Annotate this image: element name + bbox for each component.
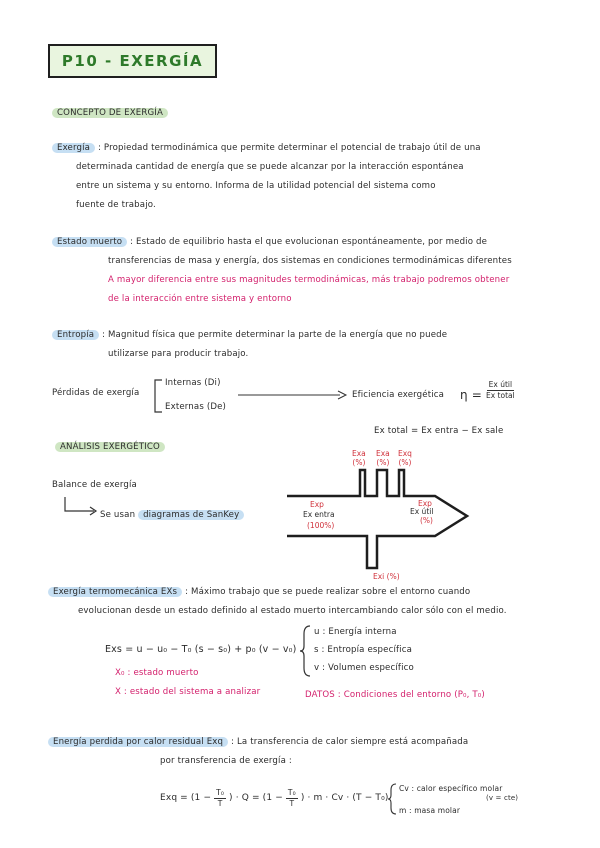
entropia-definition: Entropía : Magnitud física que permite determinar la parte de la energía que no puede utilizarse para producir trabajo. xyxy=(52,326,552,364)
sankey-util-label: Ex útil xyxy=(410,507,434,516)
eta-fraction: $\frac{\text{Ex útil}}{\text{Ex total}}$ xyxy=(486,380,515,400)
arrow-eficiencia xyxy=(238,390,348,400)
entropia-term: Entropía xyxy=(52,330,99,340)
datos-note: DATOS : Condiciones del entorno (P₀, T₀) xyxy=(305,690,485,700)
s-def: s : Entropía específica xyxy=(314,645,412,655)
sankey-top2: Exa (%) xyxy=(376,449,390,467)
sankey-bottom: Exi (%) xyxy=(373,572,400,581)
arrow-usan xyxy=(62,497,102,519)
brace-uvs xyxy=(298,624,312,678)
sankey-term: diagramas de SanKey xyxy=(138,510,244,520)
v-def: v : Volumen específico xyxy=(314,663,414,673)
sankey-in-pct: (100%) xyxy=(307,521,335,530)
sankey-exp-left: Exp xyxy=(310,500,324,509)
x-note: X : estado del sistema a analizar xyxy=(115,687,261,697)
section-heading-analysis: ANÁLISIS EXERGÉTICO xyxy=(55,438,165,457)
cv-def: Cv : calor específico molar xyxy=(399,784,503,793)
sankey-util-pct: (%) xyxy=(420,516,433,525)
calor-term: Energía perdida por calor residual Exq xyxy=(48,737,228,747)
sankey-top3: Exq (%) xyxy=(398,449,412,467)
estado-muerto-term: Estado muerto xyxy=(52,237,127,247)
balance-label: Balance de exergía xyxy=(52,480,137,490)
brace-cv xyxy=(386,782,398,816)
section-heading-concept: CONCEPTO DE EXERGÍA xyxy=(52,104,168,123)
u-def: u : Energía interna xyxy=(314,627,397,637)
eta-symbol: η = xyxy=(460,388,482,402)
perdidas-label: Pérdidas de exergía xyxy=(52,388,140,398)
sankey-top1: Exa (%) xyxy=(352,449,366,467)
sankey-exp-right: Exp xyxy=(418,499,432,508)
internas-label: Internas (Di) xyxy=(165,378,221,388)
exergia-term: Exergía xyxy=(52,143,95,153)
usan-line: Se usan diagramas de SanKey xyxy=(100,506,244,525)
calor-formula: Exq = (1 − $\frac{\text{T₀}}{T}$ ) · Q = (1 − $\frac{\text{T₀}}{T}$ ) · m · Cv · (T − T₀) xyxy=(160,788,389,808)
calor-definition: Energía perdida por calor residual Exq : La transferencia de calor siempre está acompañada por transferencia de exergía : xyxy=(48,733,568,771)
sankey-diagram xyxy=(285,462,475,577)
sankey-in-label: Ex entra xyxy=(303,510,335,519)
cv-note: (v = cte) xyxy=(486,794,519,802)
thermo-term: Exergía termomecánica EXs xyxy=(48,587,182,597)
page-title-box xyxy=(48,44,217,78)
eficiencia-label: Eficiencia exergética xyxy=(352,390,445,400)
x0-note: X₀ : estado muerto xyxy=(115,668,199,678)
thermo-definition: Exergía termomecánica EXs : Máximo trabajo que se puede realizar sobre el entorno cuando evolucionan desde un estado definido al estado muerto intercambiando calor sólo con el medio. xyxy=(48,583,568,621)
brace-perdidas xyxy=(150,378,164,414)
thermo-formula: Exs = u − u₀ − T₀ (s − s₀) + p₀ (v − v₀) xyxy=(105,644,297,655)
estado-muerto-definition: Estado muerto : Estado de equilibrio hasta el que evolucionan espontáneamente, por medio de transferencias de masa y energía, dos sistemas en condiciones termodinámicas diferentes A mayor diferencia entre sus magnitudes termodinámicas, más trabajo podremos obtener de la interacción entre sistema y entorno xyxy=(52,233,552,309)
ex-total-equation: Ex total = Ex entra − Ex sale xyxy=(374,426,504,436)
externas-label: Externas (De) xyxy=(165,402,227,412)
exergia-definition: Exergía : Propiedad termodinámica que permite determinar el potencial de trabajo útil de una determinada cantidad de energía que se puede alcanzar por la interacción espontánea entre un sistema y su entorno. Informa de la utilidad potencial del sistema como fuente de trabajo. xyxy=(52,139,552,215)
page-title: P10 - EXERGÍA xyxy=(61,52,204,70)
m-def: m : masa molar xyxy=(399,806,461,815)
